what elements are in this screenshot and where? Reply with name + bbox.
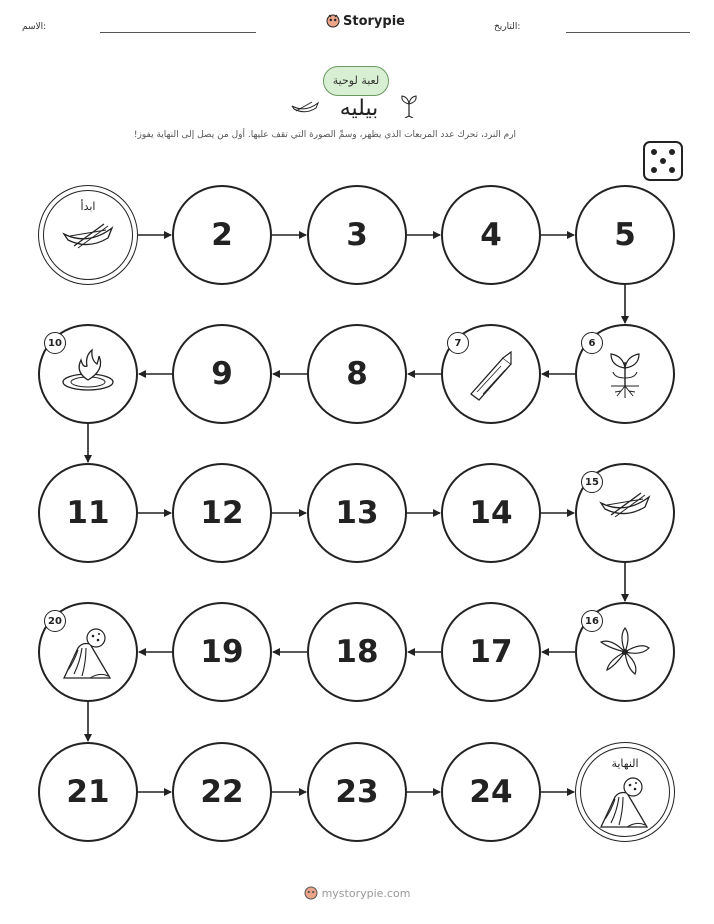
square-number: 22 xyxy=(200,774,244,810)
board-square-4 xyxy=(441,185,541,285)
lava-volcano-icon xyxy=(40,626,136,682)
square-number: 11 xyxy=(66,495,110,531)
flower-icon xyxy=(577,626,673,678)
square-number-badge: 10 xyxy=(44,332,66,354)
board-square-18 xyxy=(307,602,407,702)
footer xyxy=(0,885,714,901)
start-label: ابدأ xyxy=(80,200,96,213)
square-number: 14 xyxy=(469,495,513,531)
board-square-17 xyxy=(441,602,541,702)
square-number: 4 xyxy=(480,217,502,253)
square-number: 9 xyxy=(211,356,233,392)
name-label: الاسم: xyxy=(22,22,47,32)
board-square-5 xyxy=(575,185,675,285)
square-number: 8 xyxy=(346,356,368,392)
instructions: ارم النرد، تحرك عدد المربعات الذي يظهر، وسمِّ الصورة التي تقف عليها. أول من يصل إلى النهاية يفوز! xyxy=(133,130,517,140)
board-square-21 xyxy=(38,742,138,842)
square-number-badge: 6 xyxy=(581,332,603,354)
board-square-2 xyxy=(172,185,272,285)
finish-square xyxy=(575,742,675,842)
square-number: 2 xyxy=(211,217,233,253)
square-number-badge: 15 xyxy=(581,471,603,493)
square-number: 5 xyxy=(614,217,636,253)
start-square xyxy=(38,185,138,285)
sprout-icon xyxy=(577,348,673,400)
footer-url[interactable]: mystorypie.com xyxy=(321,886,411,900)
square-number-badge: 16 xyxy=(581,610,603,632)
board-square-23 xyxy=(307,742,407,842)
board-square-14 xyxy=(441,463,541,563)
stick-icon xyxy=(443,348,539,404)
board-square-3 xyxy=(307,185,407,285)
board-square-12 xyxy=(172,463,272,563)
canoe-icon xyxy=(39,218,137,252)
square-number-badge: 7 xyxy=(447,332,469,354)
board-square-13 xyxy=(307,463,407,563)
square-number: 24 xyxy=(469,774,513,810)
board-square-9 xyxy=(172,324,272,424)
date-label: التاريخ: xyxy=(494,22,521,32)
brand-name: Storypie xyxy=(343,13,405,29)
campfire-icon xyxy=(40,348,136,394)
square-number: 13 xyxy=(335,495,379,531)
square-number: 19 xyxy=(200,634,244,670)
lava-volcano-icon xyxy=(576,775,674,831)
game-type-pill: لعبة لوحية xyxy=(323,66,389,96)
board-square-22 xyxy=(172,742,272,842)
finish-label: النهاية xyxy=(611,757,639,770)
square-number: 23 xyxy=(335,774,379,810)
board-square-24 xyxy=(441,742,541,842)
page-title: بيليه xyxy=(339,96,379,121)
square-number: 21 xyxy=(66,774,110,810)
storypie-mascot-icon xyxy=(304,885,318,901)
square-number: 18 xyxy=(335,634,379,670)
square-number: 17 xyxy=(469,634,513,670)
square-number-badge: 20 xyxy=(44,610,66,632)
square-number: 3 xyxy=(346,217,368,253)
board-square-19 xyxy=(172,602,272,702)
board-square-8 xyxy=(307,324,407,424)
board-square-11 xyxy=(38,463,138,563)
square-number: 12 xyxy=(200,495,244,531)
